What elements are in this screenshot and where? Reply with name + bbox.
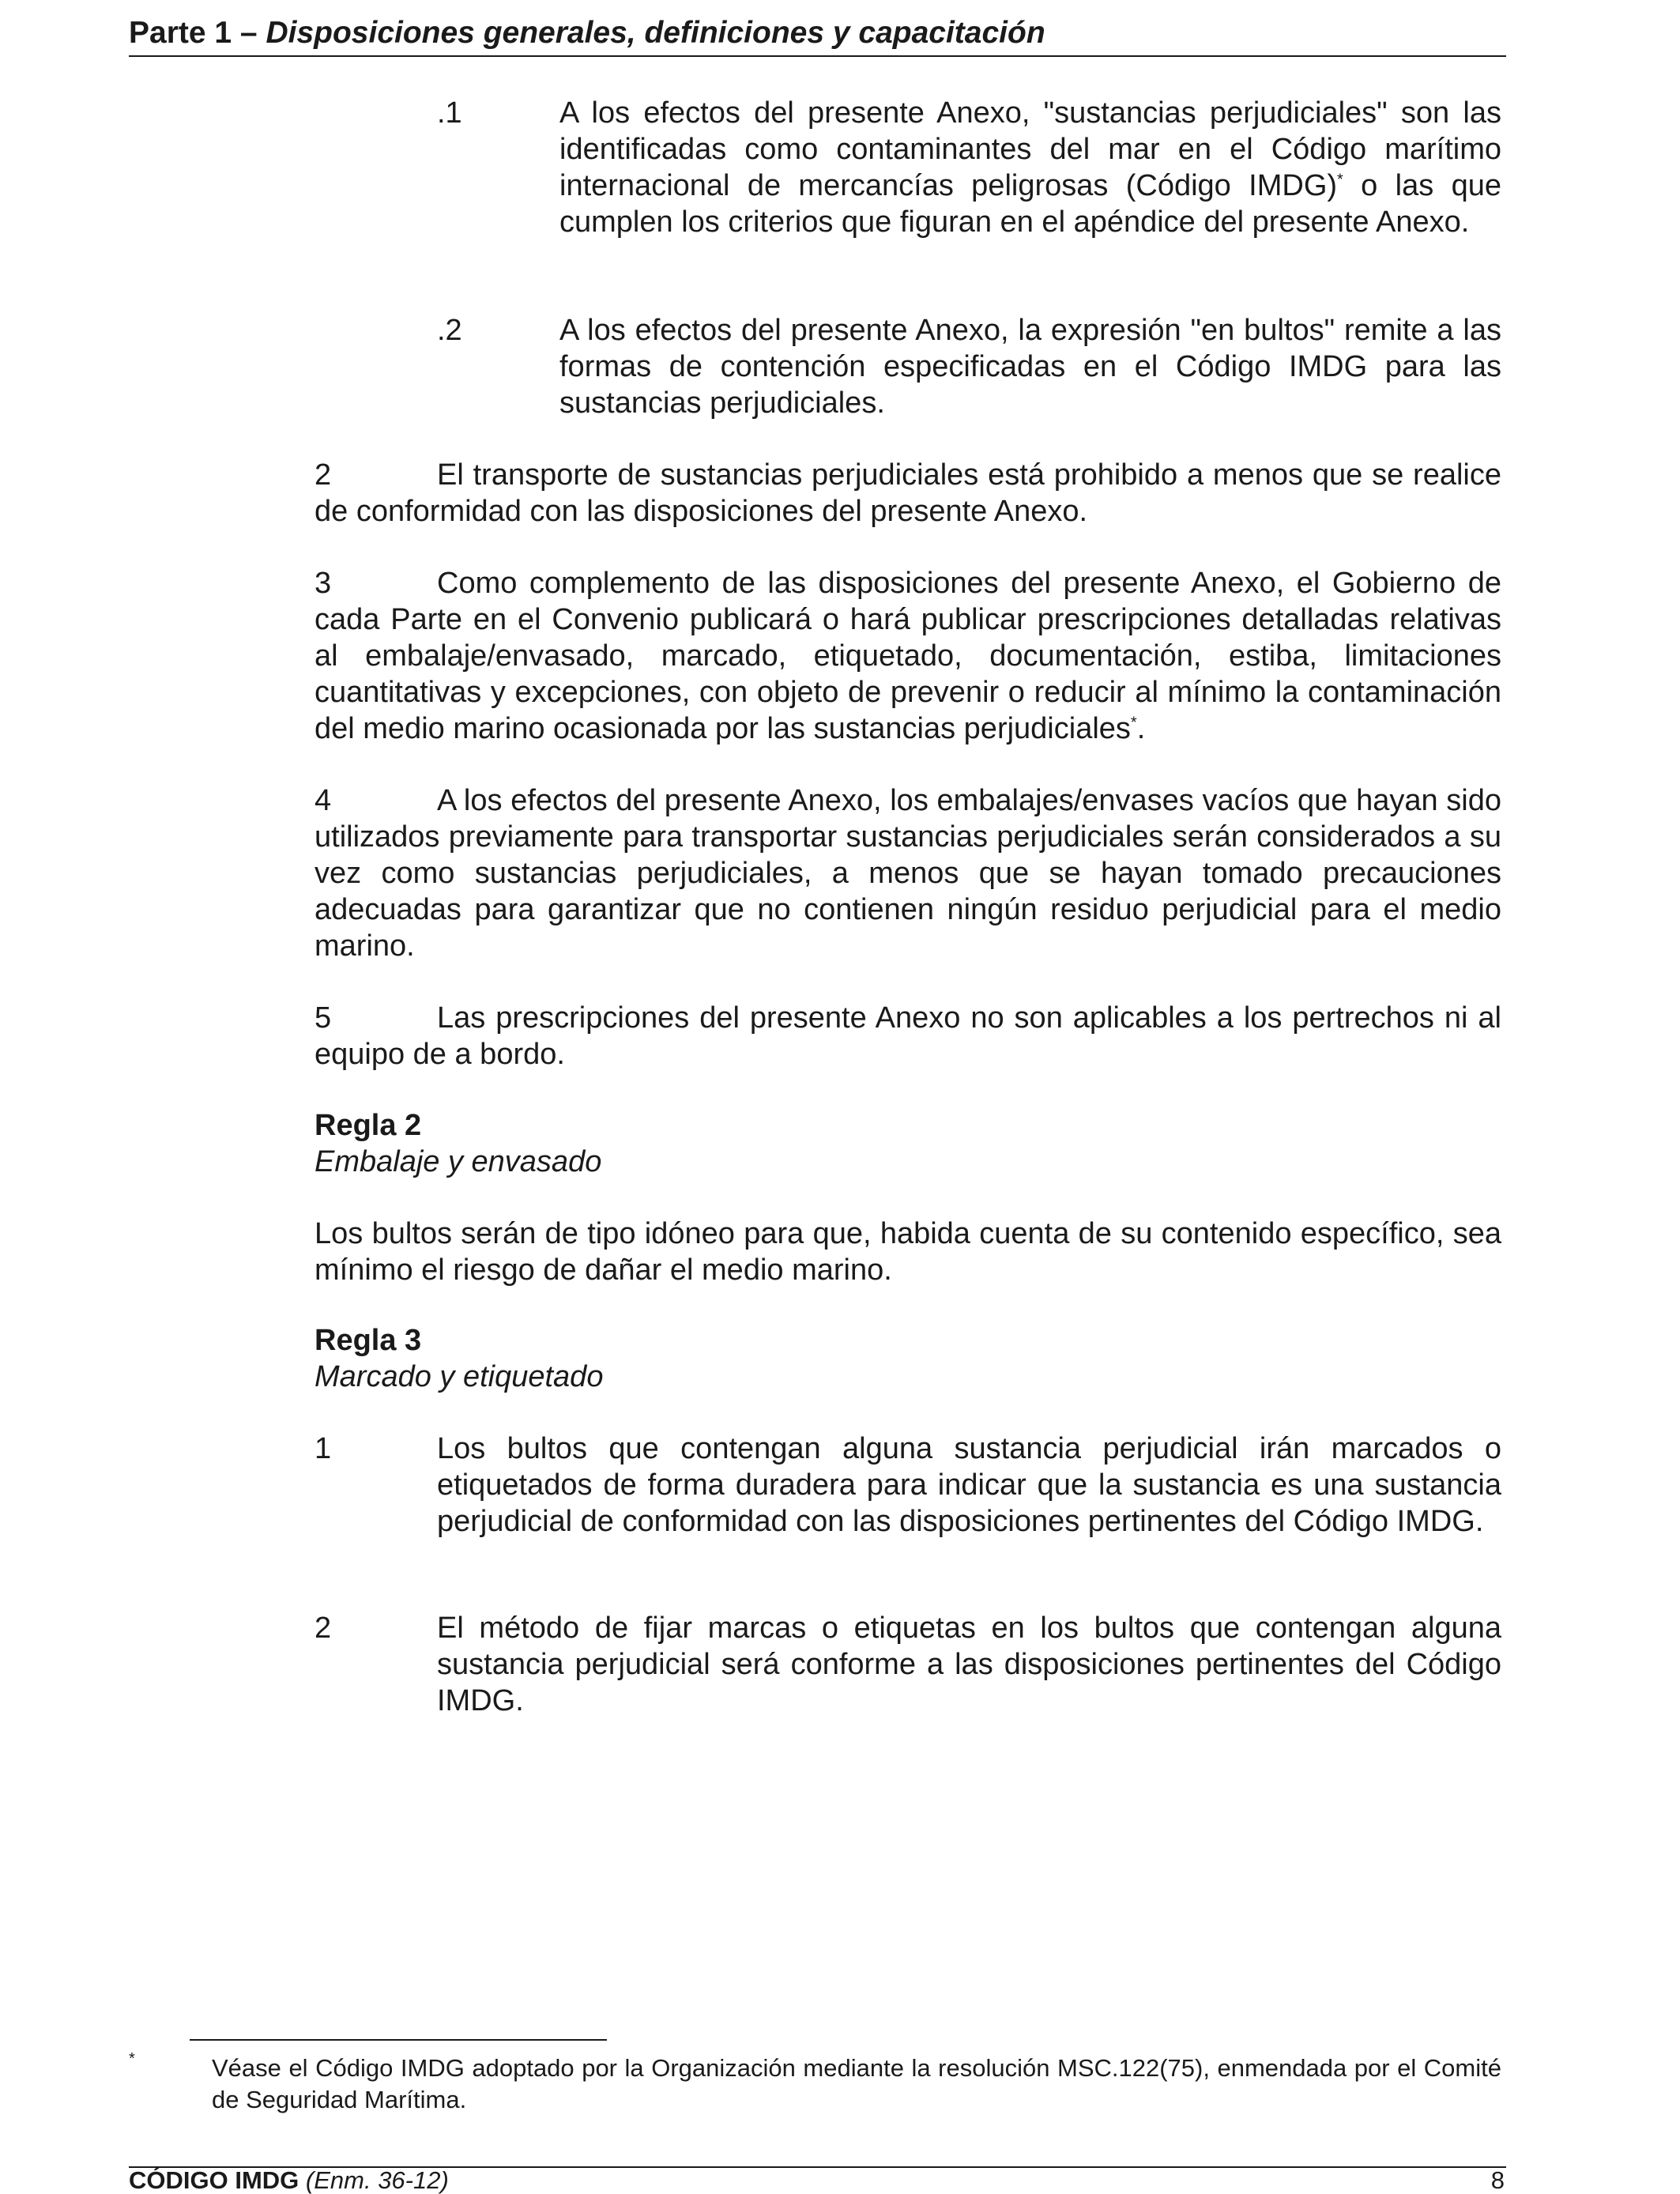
regla-3-title: Regla 3 — [315, 1324, 422, 1357]
regla-2-text: Los bultos serán de tipo idóneo para que, habida cuenta de su contenido específico, sea mínimo el riesgo de dañar el medio marino. — [315, 1217, 1501, 1287]
regla-3-item-text: El método de fijar marcas o etiquetas en los bultos que contengan alguna sustancia perjudicial será conforme a las disposiciones pertinentes del Código IMDG. — [437, 1612, 1501, 1717]
regla-2-title: Regla 2 — [315, 1109, 422, 1142]
footnote-mark: * — [129, 2050, 135, 2068]
paragraph: 5 Las prescripciones del presente Anexo no son aplicables a los pertrechos ni al equipo de a bordo. — [315, 1001, 1501, 1071]
sub-item-number: .1 — [437, 96, 462, 130]
page-number: 8 — [1490, 2166, 1505, 2194]
regla-2-subtitle: Embalaje y envasado — [315, 1145, 602, 1178]
paragraph-number: 2 — [315, 458, 332, 492]
sub-item-text: A los efectos del presente Anexo, "sustancias perjudiciales" son las identificadas como contaminantes del mar en el Código marítimo internacional de mercancías peligrosas (Código IMDG)* o las que cumplen los criterios que figuran en el apéndice del presente Anexo. — [559, 96, 1501, 239]
regla-3-item-text: Los bultos que contengan alguna sustancia perjudicial irán marcados o etiquetados de forma duradera para indicar que la sustancia es una sustancia perjudicial de conformidad con las disposiciones pertinentes del Código IMDG. — [437, 1432, 1501, 1538]
regla-3-subtitle: Marcado y etiquetado — [315, 1360, 604, 1393]
running-header — [129, 14, 1045, 52]
paragraph-number: 5 — [315, 1001, 332, 1035]
footnote-reference: * — [1130, 714, 1137, 732]
paragraph: 4 A los efectos del presente Anexo, los embalajes/envases vacíos que hayan sido utilizados previamente para transportar sustancias perjudiciales serán considerados a su vez como sustancias perjudiciales, a menos que se hayan tomado precauciones adecuadas para garantizar que no contienen ningún residuo perjudicial para el medio marino. — [315, 784, 1501, 963]
sub-item-text: A los efectos del presente Anexo, la expresión "en bultos" remite a las formas de contención especificadas en el Código IMDG para las sustancias perjudiciales. — [559, 314, 1501, 420]
paragraph-number: 4 — [315, 784, 332, 817]
running-footer — [129, 2167, 449, 2194]
footer-code: CÓDIGO IMDG — [129, 2166, 299, 2194]
header-divider — [129, 55, 1506, 57]
header-title: Disposiciones generales, definiciones y capacitación — [266, 16, 1045, 50]
footnote-divider — [190, 2039, 607, 2041]
header-part: Parte 1 – — [129, 16, 266, 50]
footnote-reference: * — [1337, 171, 1343, 189]
footer-amendment: (Enm. 36-12) — [305, 2166, 449, 2194]
paragraph: 3 Como complemento de las disposiciones del presente Anexo, el Gobierno de cada Parte en el Convenio publicará o hará publicar prescripciones detalladas relativas al embalaje/envasado, marcado, etiquetado, documentación, estiba, limitaciones cuantitativas y excepciones, con objeto de prevenir o reducir al mínimo la contaminación del medio marino ocasionada por las sustancias perjudiciales*. — [315, 567, 1501, 745]
regla-3-item-number: 2 — [315, 1612, 332, 1645]
paragraph: 2 El transporte de sustancias perjudiciales está prohibido a menos que se realice de conformidad con las disposiciones del presente Anexo. — [315, 458, 1501, 528]
footnote-text: Véase el Código IMDG adoptado por la Organización mediante la resolución MSC.122(75), enmendada por el Comité de Seguridad Marítima. — [212, 2054, 1501, 2113]
sub-item-number: .2 — [437, 314, 462, 347]
regla-3-item-number: 1 — [315, 1432, 332, 1465]
paragraph-number: 3 — [315, 567, 332, 600]
